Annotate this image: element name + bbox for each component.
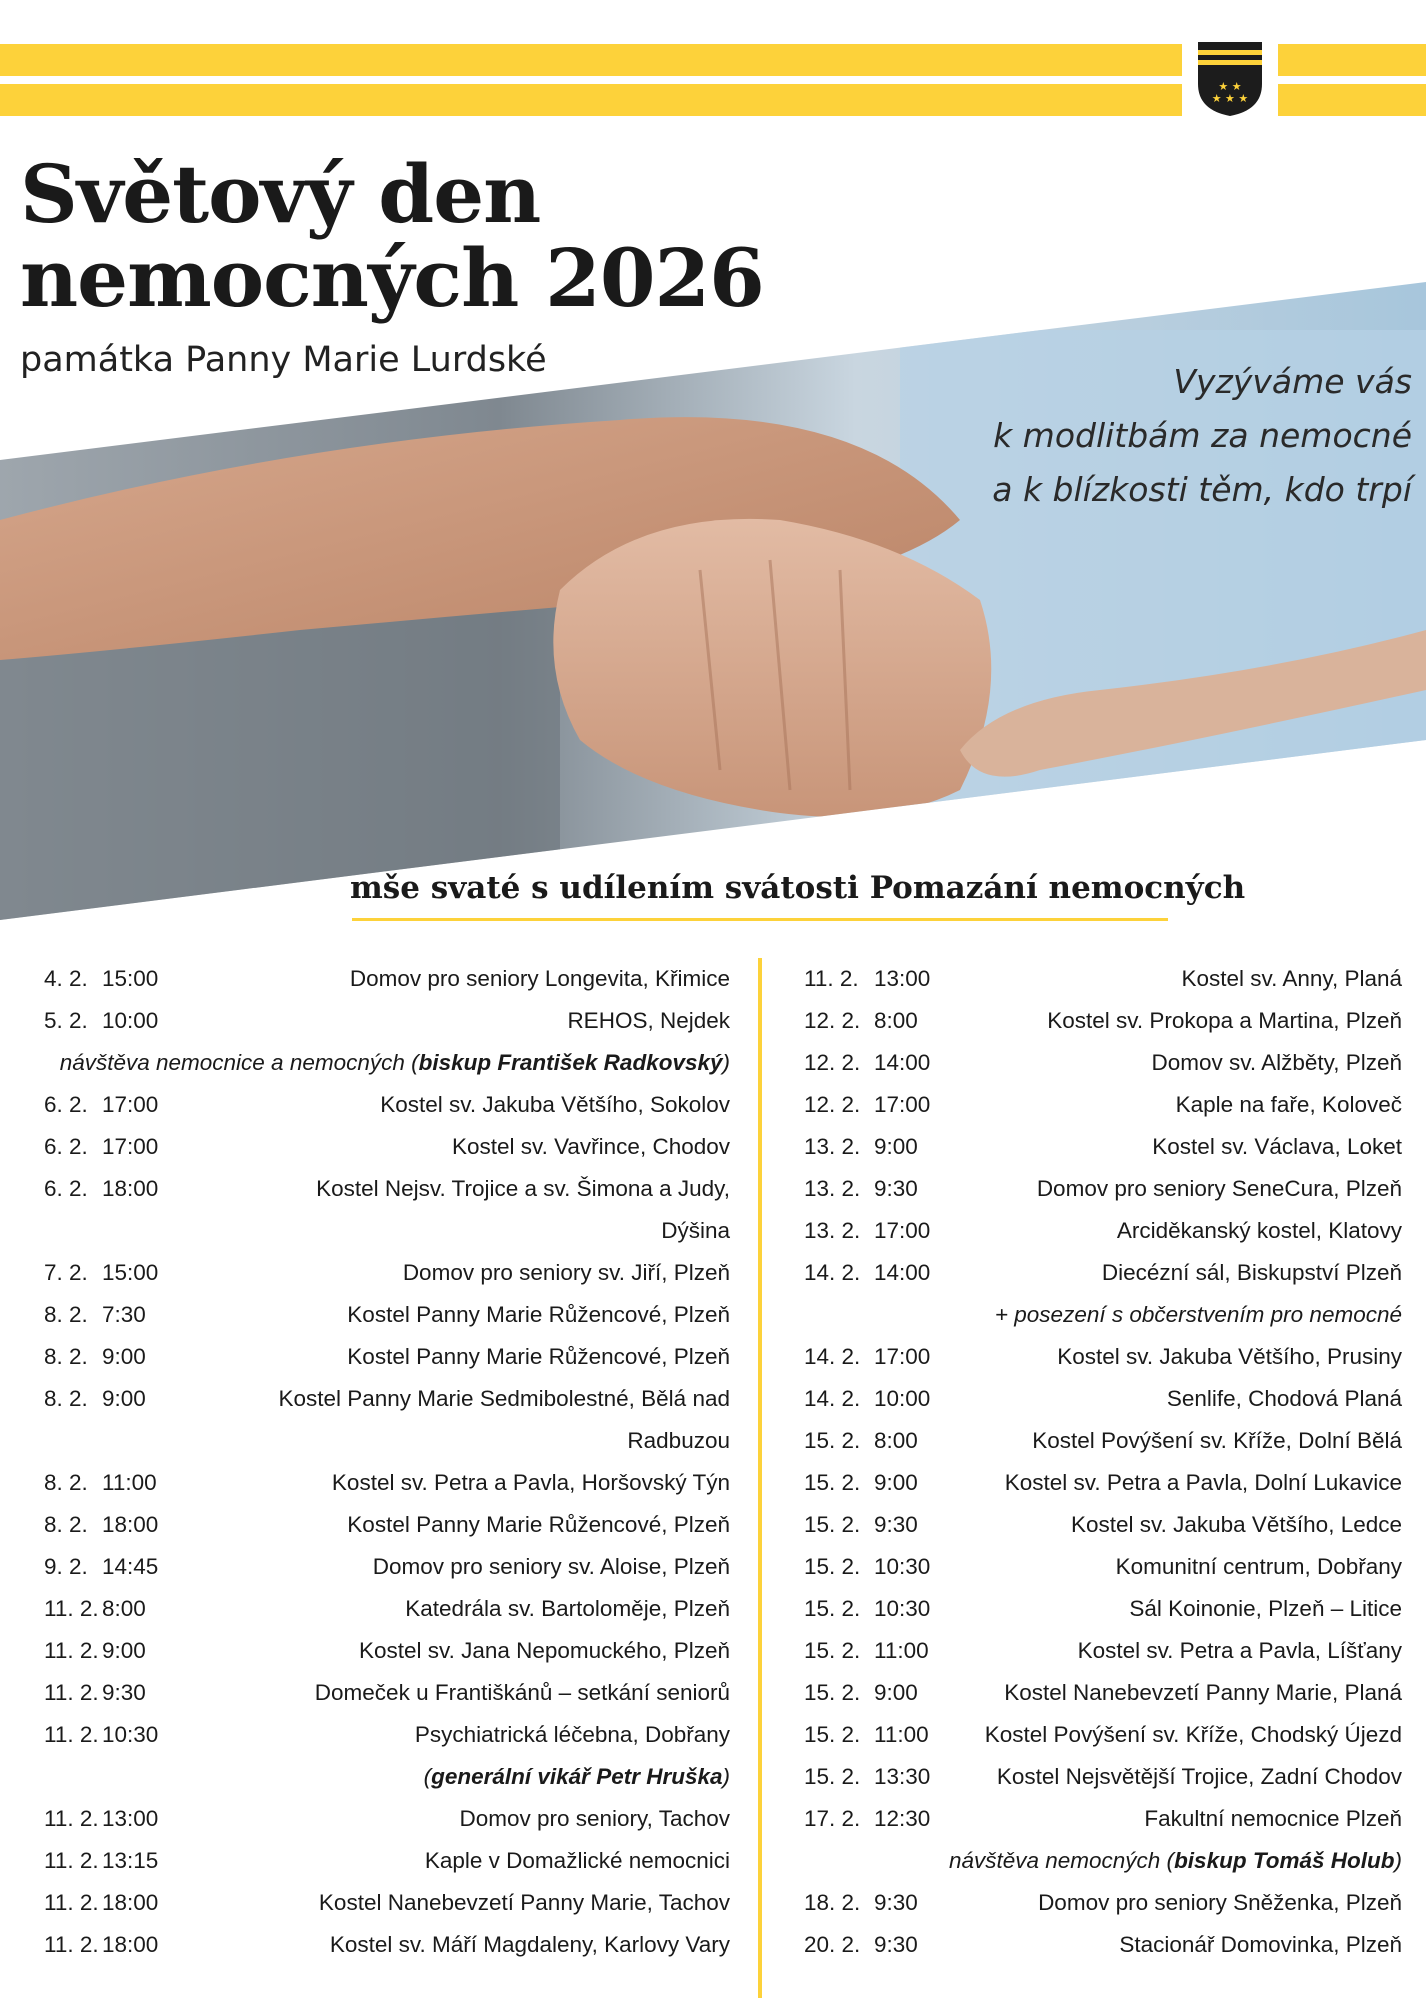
event-date: 11. 2. [44,1890,99,1915]
note-text: + posezení s občerstvením pro nemocné [994,1302,1402,1327]
schedule-row [804,1798,1402,1840]
event-date: 8. 2. [44,1302,88,1327]
event-time: 8:00 [874,1428,918,1453]
event-date: 17. 2. [804,1806,861,1831]
schedule-note-row [804,1840,1402,1882]
event-time: 9:30 [874,1512,918,1537]
schedule-row [44,1588,730,1630]
event-date: 15. 2. [804,1512,861,1537]
event-date: 14. 2. [804,1386,861,1411]
schedule-row [804,1042,1402,1084]
event-date: 15. 2. [804,1638,861,1663]
event-time: 13:00 [874,966,931,991]
event-date: 4. 2. [44,966,88,991]
schedule-row [804,1882,1402,1924]
schedule-row [804,1504,1402,1546]
event-time: 18:00 [102,1890,159,1915]
schedule-note-row [804,1294,1402,1336]
title-line-1: Světový den [20,147,541,241]
svg-text:★ ★ ★: ★ ★ ★ [1211,92,1249,105]
schedule-row [44,1126,730,1168]
event-place: Domeček u Františkánů – setkání seniorů [314,1680,730,1705]
event-date: 11. 2. [44,1806,99,1831]
event-note [424,1756,730,1798]
event-time: 9:30 [874,1890,918,1915]
event-time: 9:00 [102,1638,146,1663]
event-date: 8. 2. [44,1470,88,1495]
heading-underline [352,918,1168,921]
invitation-text [812,355,1412,517]
schedule-right-column [804,958,1402,1966]
event-place: Kostel sv. Jakuba Většího, Sokolov [380,1092,730,1117]
event-place: Kostel sv. Petra a Pavla, Líšťany [1077,1638,1402,1663]
column-divider [758,958,762,1998]
schedule-row [44,1252,730,1294]
event-place: Domov sv. Alžběty, Plzeň [1151,1050,1402,1075]
schedule-row [44,1462,730,1504]
event-time: 18:00 [102,1932,159,1957]
schedule-row [804,1084,1402,1126]
event-date: 15. 2. [804,1764,861,1789]
event-date: 13. 2. [804,1176,861,1201]
schedule-row [44,1630,730,1672]
event-place: Kostel sv. Jakuba Většího, Prusiny [1057,1344,1402,1369]
event-place: Domov pro seniory sv. Aloise, Plzeň [372,1554,730,1579]
event-date: 7. 2. [44,1260,88,1285]
schedule-row [44,1882,730,1924]
schedule-note-row [44,1756,730,1798]
event-date: 11. 2. [44,1596,99,1621]
schedule-note-row [44,1042,730,1084]
event-date: 13. 2. [804,1134,861,1159]
event-date: 15. 2. [804,1428,861,1453]
schedule-row [44,1000,730,1042]
note-suffix: ) [1394,1848,1402,1873]
note-celebrant: biskup Tomáš Holub [1174,1848,1395,1873]
event-place: Kostel Panny Marie Sedmibolestné, Bělá nad [278,1386,730,1411]
event-date: 11. 2. [44,1680,99,1705]
schedule-row [804,1336,1402,1378]
event-place: Kostel sv. Jakuba Většího, Ledce [1070,1512,1402,1537]
page-subtitle: památka Panny Marie Lurdské [20,340,547,380]
event-note [60,1042,730,1084]
schedule-row [804,1168,1402,1210]
event-time: 17:00 [874,1218,931,1243]
event-date: 12. 2. [804,1092,861,1117]
schedule-row [44,1378,730,1420]
event-time: 11:00 [874,1722,929,1747]
event-time: 9:00 [102,1386,146,1411]
event-place: Domov pro seniory Longevita, Křimice [349,966,730,991]
event-date: 6. 2. [44,1092,88,1117]
event-time: 9:00 [874,1470,918,1495]
top-stripe-right-upper [1278,44,1426,76]
invitation-line-1: Vyzýváme vás [1173,362,1412,401]
event-place: Arciděkanský kostel, Klatovy [1116,1218,1402,1243]
event-place-continuation: Dýšina [661,1218,730,1243]
event-date: 8. 2. [44,1386,88,1411]
event-place: Kostel Povýšení sv. Kříže, Chodský Újezd [984,1722,1402,1747]
event-place: Kostel sv. Prokopa a Martina, Plzeň [1047,1008,1402,1033]
event-date: 5. 2. [44,1008,88,1033]
event-date: 6. 2. [44,1134,88,1159]
schedule-row [44,1672,730,1714]
event-date: 12. 2. [804,1008,861,1033]
schedule-row [44,1210,730,1252]
event-place: Kostel Nejsv. Trojice a sv. Šimona a Judy, [316,1176,730,1201]
note-suffix: ) [722,1764,730,1789]
event-date: 12. 2. [804,1050,861,1075]
event-place: Psychiatrická léčebna, Dobřany [414,1722,730,1747]
event-note [949,1840,1402,1882]
event-time: 9:30 [102,1680,146,1705]
note-suffix: ) [722,1050,730,1075]
event-place: Komunitní centrum, Dobřany [1115,1554,1402,1579]
event-date: 15. 2. [804,1680,861,1705]
schedule-row [44,1084,730,1126]
event-time: 18:00 [102,1176,159,1201]
schedule-row [44,1840,730,1882]
event-place: Kostel sv. Anny, Planá [1181,966,1402,991]
event-date: 8. 2. [44,1344,88,1369]
event-place: Katedrála sv. Bartoloměje, Plzeň [405,1596,730,1621]
event-date: 11. 2. [44,1932,99,1957]
event-date: 11. 2. [44,1638,99,1663]
event-time: 9:30 [874,1176,918,1201]
event-time: 10:30 [874,1596,931,1621]
event-place: Kostel sv. Václava, Loket [1152,1134,1402,1159]
diocese-shield-icon [1196,40,1264,118]
event-time: 13:00 [102,1806,159,1831]
event-date: 11. 2. [44,1848,99,1873]
event-place: Fakultní nemocnice Plzeň [1144,1806,1402,1831]
event-place: Senlife, Chodová Planá [1166,1386,1402,1411]
event-time: 11:00 [102,1470,157,1495]
schedule-row [804,1252,1402,1294]
event-note [995,1294,1402,1336]
schedule-row [44,1798,730,1840]
schedule-row [804,958,1402,1000]
schedule-row [804,1714,1402,1756]
schedule-row [804,1462,1402,1504]
event-time: 10:00 [102,1008,159,1033]
event-time: 14:45 [102,1554,159,1579]
event-date: 9. 2. [44,1554,88,1579]
event-time: 9:00 [102,1344,146,1369]
schedule-row [804,1630,1402,1672]
schedule-row [804,1546,1402,1588]
invitation-line-3: a k blízkosti těm, kdo trpí [992,470,1412,509]
event-place: Kostel sv. Máří Magdaleny, Karlovy Vary [329,1932,730,1957]
event-place: Kostel sv. Petra a Pavla, Dolní Lukavice [1004,1470,1402,1495]
event-time: 7:30 [102,1302,146,1327]
schedule-row [804,1420,1402,1462]
event-date: 18. 2. [804,1890,861,1915]
note-text: návštěva nemocnice a nemocných ( [59,1050,419,1075]
event-date: 15. 2. [804,1596,861,1621]
event-place: Kostel Panny Marie Růžencové, Plzeň [347,1302,730,1327]
event-place: Kostel Nanebevzetí Panny Marie, Tachov [318,1890,730,1915]
event-place: Kaple v Domažlické nemocnici [424,1848,730,1873]
event-date: 15. 2. [804,1470,861,1495]
event-place-continuation: Radbuzou [627,1428,730,1453]
schedule-row [804,1126,1402,1168]
event-time: 14:00 [874,1260,931,1285]
event-date: 20. 2. [804,1932,861,1957]
top-stripe-left-lower [0,84,1182,116]
page-title [20,147,764,325]
schedule-row [804,1000,1402,1042]
event-place: Domov pro seniory sv. Jiří, Plzeň [402,1260,730,1285]
schedule-row [804,1210,1402,1252]
event-time: 9:30 [874,1932,918,1957]
note-text: návštěva nemocných ( [948,1848,1175,1873]
event-date: 15. 2. [804,1722,861,1747]
schedule-row [804,1924,1402,1966]
event-time: 11:00 [874,1638,929,1663]
top-stripe-left-upper [0,44,1182,76]
mass-schedule-heading: mše svaté s udílením svátosti Pomazání nemocných [350,870,1246,906]
event-time: 18:00 [102,1512,159,1537]
event-time: 9:00 [874,1680,918,1705]
event-time: 10:30 [102,1722,159,1747]
event-time: 12:30 [874,1806,931,1831]
event-date: 8. 2. [44,1512,88,1537]
event-time: 17:00 [102,1092,159,1117]
event-date: 15. 2. [804,1554,861,1579]
event-place: REHOS, Nejdek [567,1008,730,1033]
event-time: 17:00 [874,1344,931,1369]
schedule-row [44,958,730,1000]
event-place: Kostel Panny Marie Růžencové, Plzeň [347,1512,730,1537]
event-place: Kaple na faře, Koloveč [1175,1092,1402,1117]
event-place: Domov pro seniory, Tachov [459,1806,730,1831]
schedule-row [44,1924,730,1966]
schedule-row [44,1168,730,1210]
schedule-left-column [44,958,730,1966]
event-date: 6. 2. [44,1176,88,1201]
note-celebrant: biskup František Radkovský [418,1050,723,1075]
schedule-row [804,1378,1402,1420]
event-date: 11. 2. [44,1722,99,1747]
event-time: 15:00 [102,1260,159,1285]
event-time: 8:00 [102,1596,146,1621]
schedule-row [44,1336,730,1378]
event-time: 15:00 [102,966,159,991]
schedule-row [44,1504,730,1546]
event-time: 8:00 [874,1008,918,1033]
schedule-row [804,1756,1402,1798]
event-place: Domov pro seniory SeneCura, Plzeň [1036,1176,1402,1201]
event-date: 13. 2. [804,1218,861,1243]
schedule-row [44,1714,730,1756]
event-date: 14. 2. [804,1344,861,1369]
event-time: 10:00 [874,1386,931,1411]
event-time: 10:30 [874,1554,931,1579]
event-time: 14:00 [874,1050,931,1075]
event-place: Domov pro seniory Sněženka, Plzeň [1038,1890,1402,1915]
event-place: Kostel Nejsvětější Trojice, Zadní Chodov [996,1764,1402,1789]
event-place: Sál Koinonie, Plzeň – Litice [1129,1596,1402,1621]
schedule-row [44,1546,730,1588]
event-place: Stacionář Domovinka, Plzeň [1119,1932,1402,1957]
top-stripe-right-lower [1278,84,1426,116]
event-place: Kostel sv. Petra a Pavla, Horšovský Týn [331,1470,730,1495]
schedule-row [804,1588,1402,1630]
event-date: 11. 2. [804,966,859,991]
svg-text:★ ★: ★ ★ [1218,80,1242,93]
event-place: Kostel Nanebevzetí Panny Marie, Planá [1004,1680,1402,1705]
schedule-row [804,1672,1402,1714]
event-time: 9:00 [874,1134,918,1159]
note-celebrant: generální vikář Petr Hruška [431,1764,723,1789]
event-place: Diecézní sál, Biskupství Plzeň [1101,1260,1402,1285]
note-text: ( [423,1764,432,1789]
event-time: 17:00 [874,1092,931,1117]
invitation-line-2: k modlitbám za nemocné [993,416,1412,455]
event-place: Kostel Panny Marie Růžencové, Plzeň [347,1344,730,1369]
event-time: 13:30 [874,1764,931,1789]
title-line-2: nemocných 2026 [20,231,764,325]
event-date: 14. 2. [804,1260,861,1285]
event-time: 13:15 [102,1848,159,1873]
event-time: 17:00 [102,1134,159,1159]
schedule-row [44,1294,730,1336]
event-place: Kostel Povýšení sv. Kříže, Dolní Bělá [1032,1428,1402,1453]
event-place: Kostel sv. Jana Nepomuckého, Plzeň [358,1638,730,1663]
event-place: Kostel sv. Vavřince, Chodov [451,1134,730,1159]
schedule-row [44,1420,730,1462]
